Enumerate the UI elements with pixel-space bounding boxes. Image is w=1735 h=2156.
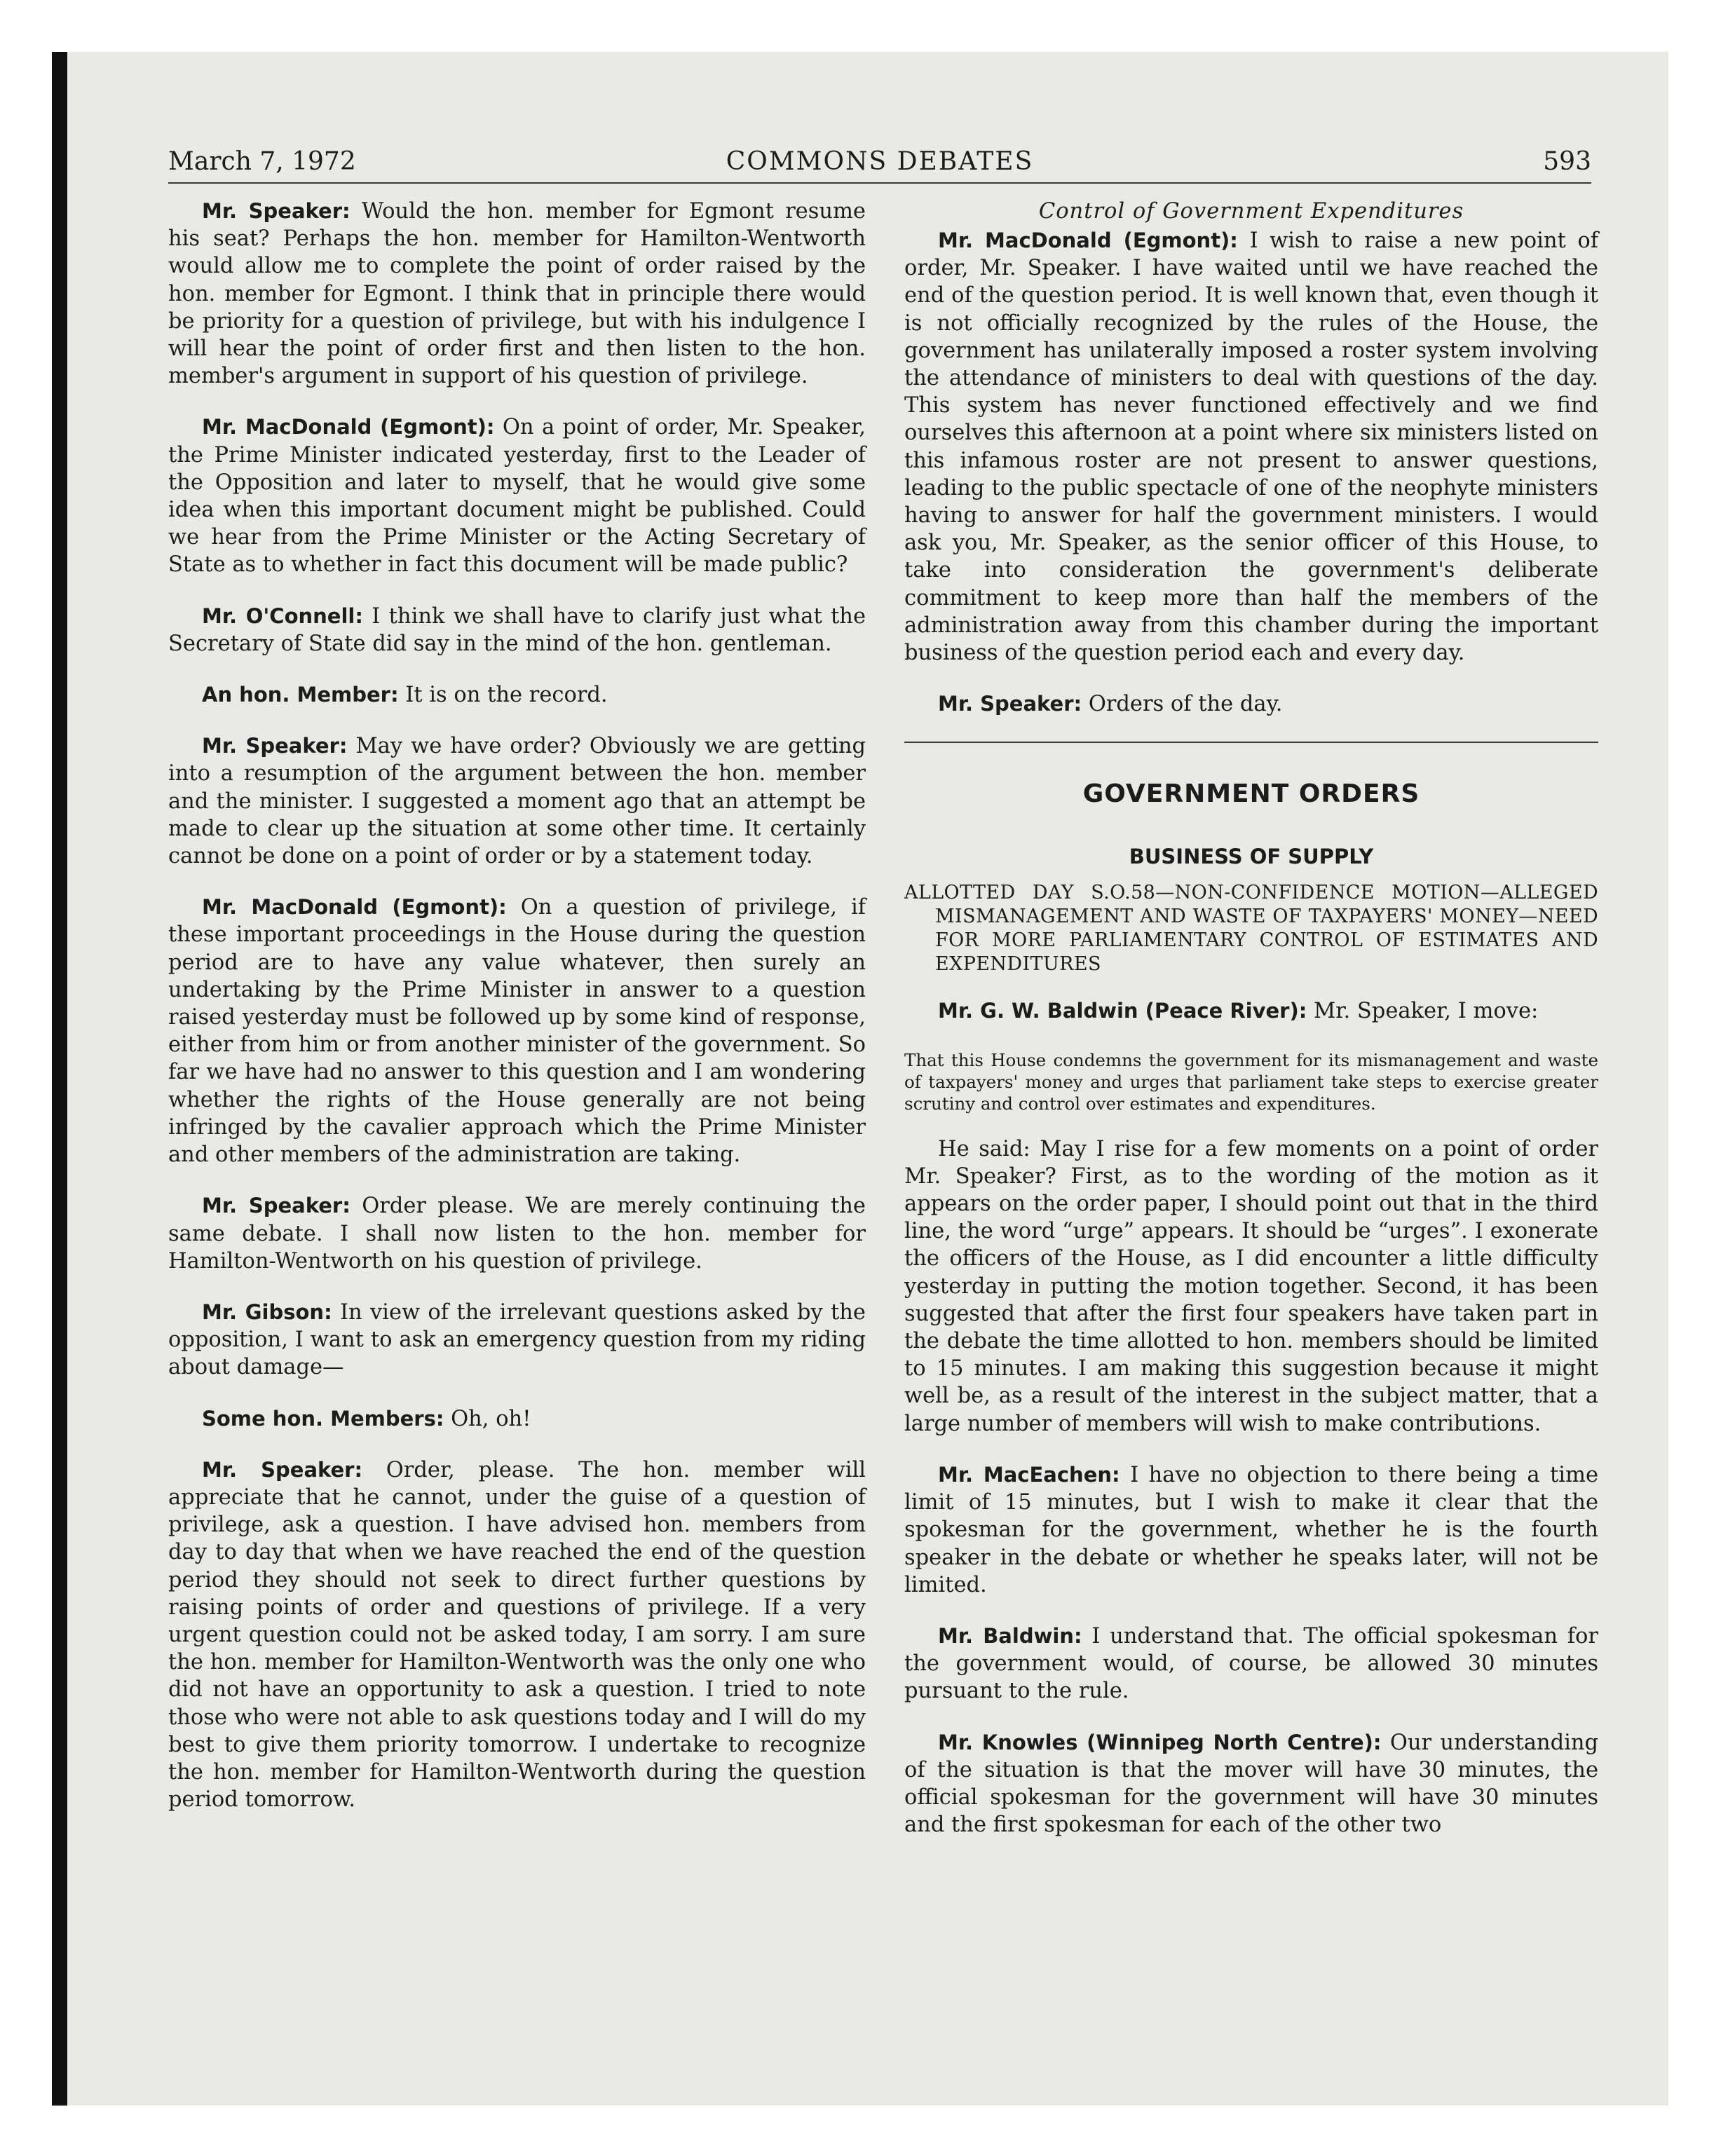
paragraph-text: Order please. We are merely continuing the same debate. I shall now listen to the hon. member for Hamilton-Wentworth on his question of privilege. [168,1194,866,1274]
paragraph-text: It is on the record. [405,683,608,708]
paragraph-text: Our understanding of the situation is that the mover will have 30 minutes, the official spokesman for the government will have 30 minutes and the first spokesman for each of the other two [904,1730,1599,1838]
speaker-name: Mr. O'Connell: [202,603,363,628]
speaker-name: Mr. Knowles (Winnipeg North Centre): [938,1730,1382,1754]
speaker-name: Mr. MacDonald (Egmont): [202,895,507,920]
debate-paragraph [168,198,866,390]
paragraph-text: May we have order? Obviously we are getting into a resumption of the argument between the hon. member and the minister. I suggested a moment ago that an attempt be made to clear up the situation at some other time. It certainly cannot be done on a point of order or by a statement today. [168,734,866,869]
speaker-name: Mr. Speaker: [202,1194,351,1218]
paragraph-text: Orders of the day. [1088,692,1283,717]
debate-paragraph [168,414,866,578]
section-divider [904,742,1598,743]
debate-paragraph [904,1729,1598,1839]
speaker-name: Mr. Speaker: [202,199,351,223]
debate-paragraph [168,681,866,709]
speaker-name: Mr. Speaker: [938,692,1082,716]
header-title: COMMONS DEBATES [726,147,1034,176]
debate-paragraph [168,1299,866,1381]
right-column [904,198,1598,1862]
debate-paragraph [168,732,866,870]
speaker-name: Some hon. Members: [202,1406,444,1431]
debate-paragraph [904,1623,1598,1705]
header-date: March 7, 1972 [168,147,356,176]
left-column [168,198,866,1837]
paragraph-text: Oh, oh! [451,1406,531,1431]
debate-paragraph [904,997,1598,1025]
paragraph-text: I understand that. The official spokesman for the government would, of course, be allowed 30 minutes pursuant to the rule. [904,1623,1598,1704]
debate-paragraph [168,1192,866,1275]
paragraph-text: Order, please. The hon. member will appreciate that he cannot, under the guise of a question of privilege, ask a question. I have advised hon. members from day to day that when we have reached the end of the question period they should not seek to direct further questions by raising points of order and questions of privilege. If a very urgent question could not be asked today, I am sorry. I am sure the hon. member for Hamilton-Wentworth was the only one who did not have an opportunity to ask a question. I tried to note those who were not able to ask questions today and I will do my best to give them priority tomorrow. I undertake to recognize the hon. member for Hamilton-Wentworth during the question period tomorrow. [168,1457,866,1813]
speaker-name: Mr. MacDonald (Egmont): [938,228,1238,252]
running-head: Control of Government Expenditures [1038,199,1464,224]
speaker-name: Mr. MacDonald (Egmont): [202,415,495,439]
paragraph-text: He said: May I rise for a few moments on a point of order Mr. Speaker? First, as to the wording of the motion as it appears on the order paper, I should point out that in the third line, the word “urge” appears. It should be “urges”. I exonerate the officers of the House, as I did encounter a little difficulty yesterday in putting the motion together. Second, it has been suggested that after the first four speakers have taken part in the debate the time allotted to hon. members should be limited to 15 minutes. I am making this suggestion because it might well be, as a result of the interest in the subject matter, that a large number of members will wish to make contributions. [904,1136,1598,1436]
paragraph-text: On a question of privilege, if these important proceedings in the House during the question period are to have any value whatever, then surely an undertaking by the Prime Minister in answer to a question raised yesterday must be followed up by some kind of response, either from him or from another minister of the government. So far we have had no answer to this question and I am wondering whether the rights of the House generally are not being infringed by the cavalier approach which the Prime Minister and other members of the administration are taking. [168,895,866,1168]
speaker-name: An hon. Member: [202,683,399,707]
paragraph-text: I wish to raise a new point of order, Mr. Speaker. I have waited until we have reached the end of the question period. It is well known that, even though it is not officially recognized by the rules of the House, the government has unilaterally imposed a roster system involving the attendance of ministers to deal with questions of the day. This system has never functioned effectively and we find ourselves this afternoon at a point where six ministers listed on this infamous roster are not present to answer questions, leading to the public spectacle of one of the neophyte ministers having to answer for half the government ministers. I would ask you, Mr. Speaker, as the senior officer of this House, to take into consideration the government's deliberate commitment to keep more than half the members of the administration away from this chamber during the important business of the question period each and every day. [904,228,1598,666]
paragraph-text: Would the hon. member for Egmont resume his seat? Perhaps the hon. member for Hamilton-Wentworth would allow me to complete the point of order raised by the hon. member for Egmont. I think that in principle there would be priority for a question of privilege, but with his indulgence I will hear the point of order first and then listen to the hon. member's argument in support of his question of privilege. [168,199,866,389]
debate-paragraph [168,603,866,657]
speaker-name: Mr. MacEachen: [938,1462,1120,1487]
motion-text: That this House condemns the government for its mismanagement and waste of taxpayers' money and urges that parliament take steps to exercise greater scrutiny and control over estimates and expenditures. [904,1049,1598,1114]
debate-paragraph [168,894,866,1168]
subsection-title: BUSINESS OF SUPPLY [1129,845,1374,869]
motion-heading: ALLOTTED DAY S.O.58—NON-CONFIDENCE MOTION—ALLEGED MISMANAGEMENT AND WASTE OF TAXPAYERS' MONEY—NEED FOR MORE PARLIAMENTARY CONTROL OF ESTIMATES AND EXPENDITURES [904,882,1598,976]
debate-paragraph [904,1135,1598,1438]
paragraph-text: In view of the irrelevant questions asked by the opposition, I want to ask an emergency question from my riding about damage— [168,1299,866,1380]
paragraph-text: I have no objection to there being a time limit of 15 minutes, but I wish to make it clear that the spokesman for the government, whether he is the fourth speaker in the debate or whether he speaks later, will not be limited. [904,1462,1599,1597]
paragraph-text: I think we shall have to clarify just what the Secretary of State did say in the mind of the hon. gentleman. [168,603,866,656]
section-title: GOVERNMENT ORDERS [1082,779,1420,809]
header-page-number: 593 [1543,147,1591,176]
debate-paragraph [904,1461,1598,1599]
paragraph-text: On a point of order, Mr. Speaker, the Prime Minister indicated yesterday, first to the Leader of the Opposition and later to myself, that he would give some idea when this important document might be published. Could we hear from the Prime Minister or the Acting Secretary of State as to whether in fact this document will be made public? [168,415,866,578]
speaker-name: Mr. Gibson: [202,1299,332,1324]
page-header [168,147,1591,184]
speaker-name: Mr. Speaker: [202,1457,363,1482]
speaker-name: Mr. G. W. Baldwin (Peace River): [938,999,1307,1023]
paragraph-text: Mr. Speaker, I move: [1314,999,1539,1024]
debate-paragraph [904,227,1598,667]
speaker-name: Mr. Speaker: [202,734,348,758]
speaker-name: Mr. Baldwin: [938,1623,1082,1648]
debate-paragraph [904,690,1598,718]
debate-paragraph [168,1456,866,1814]
debate-paragraph [168,1405,866,1433]
